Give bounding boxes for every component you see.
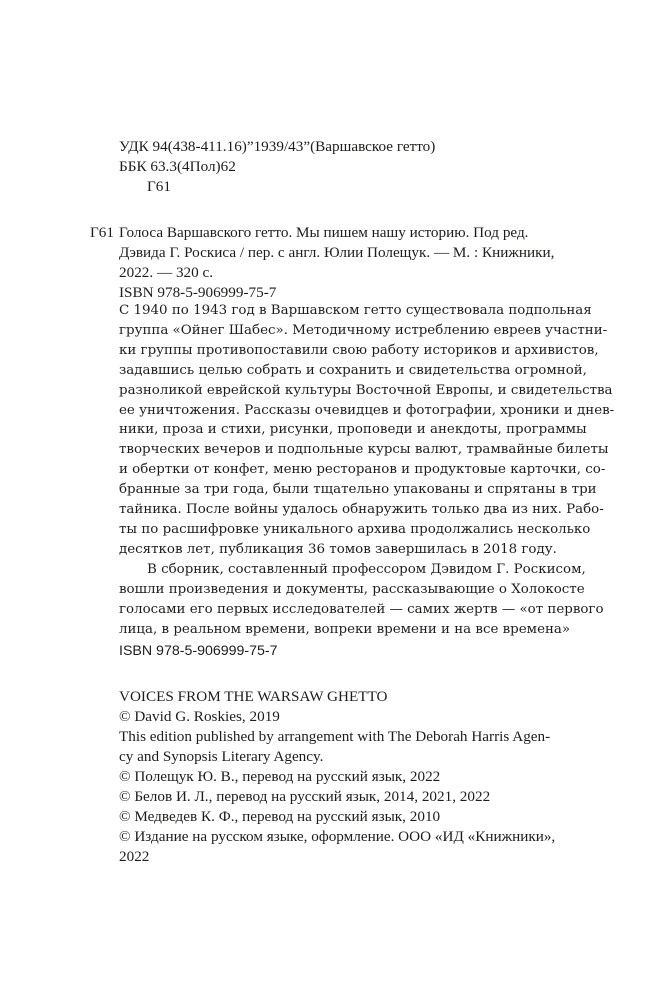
- annotation-line: десятков лет, публикация 36 томов завершилась в 2018 году.: [119, 541, 557, 557]
- copyright-line: © Издание на русском языке, оформление. ООО «ИД «Книжники»,: [119, 828, 556, 845]
- copyright-line: © Полещук Ю. В., перевод на русский язык, 2022: [119, 768, 441, 785]
- copyright-line: cy and Synopsis Literary Agency.: [119, 748, 324, 765]
- copyright-block: [119, 687, 556, 867]
- biblio-line: Голоса Варшавского гетто. Мы пишем нашу историю. Под ред.: [119, 224, 529, 241]
- annotation-line: ники, проза и стихи, рисунки, проповеди и анекдоты, программы: [119, 422, 587, 438]
- annotation-line: задавшись целью собрать и сохранить и свидетельства огромной,: [119, 362, 587, 378]
- biblio-author-mark: Г61: [90, 224, 114, 241]
- author-mark: Г61: [147, 178, 171, 195]
- annotation-line: голосами его первых исследователей — самих жертв — «от первого: [119, 601, 604, 617]
- annotation-line: ее уничтожения. Рассказы очевидцев и фотографии, хроники и днев-: [119, 402, 615, 418]
- annotation-line: лица, в реальном времени, вопреки времени и на все времена»: [119, 621, 571, 637]
- isbn-footer: ISBN 978-5-906999-75-7: [119, 643, 278, 659]
- biblio-isbn: ISBN 978-5-906999-75-7: [119, 284, 277, 301]
- copyright-line: © Медведев К. Ф., перевод на русский язык, 2010: [119, 808, 441, 825]
- annotation-line: В сборник, составленный профессором Дэвидом Г. Роскисом,: [147, 561, 586, 577]
- original-title: VOICES FROM THE WARSAW GHETTO: [119, 688, 388, 705]
- annotation-line: вошли произведения и документы, рассказывающие о Холокосте: [119, 581, 585, 597]
- copyright-line: This edition published by arrangement with The Deborah Harris Agen-: [119, 728, 551, 745]
- biblio-line: 2022. — 320 с.: [119, 264, 214, 281]
- annotation-line: и обертки от конфет, меню ресторанов и продуктовые карточки, со-: [119, 462, 606, 478]
- copyright-line: © David G. Roskies, 2019: [119, 708, 280, 725]
- annotation-line: творческих вечеров и подпольные курсы валют, трамвайные билеты: [119, 442, 609, 458]
- annotation: [119, 301, 615, 639]
- annotation-line: бранные за три года, были тщательно упакованы и спрятаны в три: [119, 482, 597, 498]
- classification-block: [119, 137, 435, 197]
- biblio-line: Дэвида Г. Роскиса / пер. с англ. Юлии Полещук. — М. : Книжники,: [119, 244, 555, 261]
- annotation-line: ты по расшифровке уникального архива продолжались несколько: [119, 521, 591, 537]
- udk-index: УДК 94(438-411.16)”1939/43”(Варшавское гетто): [119, 138, 436, 155]
- copyright-line: © Белов И. Л., перевод на русский язык, 2014, 2021, 2022: [119, 788, 491, 805]
- bibliographic-description: [119, 223, 554, 303]
- annotation-line: С 1940 по 1943 год в Варшавском гетто существовала подпольная: [119, 303, 592, 318]
- bbk-index: ББК 63.3(4Пол)62: [119, 158, 236, 175]
- annotation-paragraph-2: [119, 560, 604, 640]
- annotation-line: группа «Ойнег Шабес». Методичному истреблению евреев участни-: [119, 322, 608, 338]
- annotation-line: ки группы противопоставили свою работу историков и архивистов,: [119, 342, 599, 358]
- annotation-line: разноликой еврейской культуры Восточной Европы, и свидетельства: [119, 382, 613, 398]
- copyright-line: 2022: [119, 848, 150, 865]
- annotation-paragraph-1: [119, 301, 615, 560]
- annotation-line: тайника. После войны удалось обнаружить только два из них. Рабо-: [119, 502, 604, 518]
